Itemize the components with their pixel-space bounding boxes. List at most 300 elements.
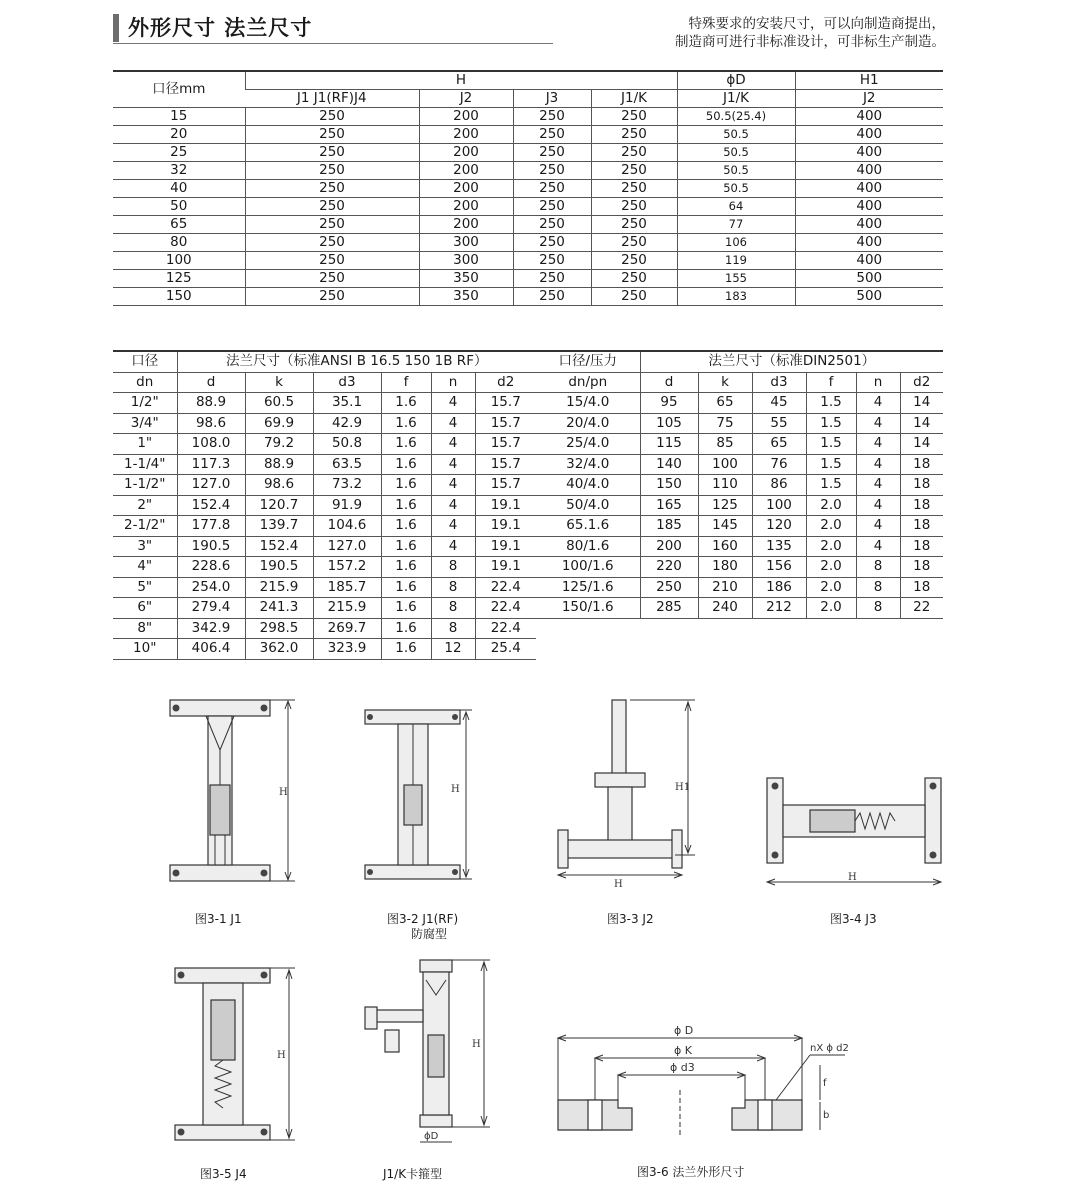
- table-cell: 250: [591, 144, 677, 162]
- table-cell: 200: [419, 162, 513, 180]
- table-cell: 100/1.6: [536, 557, 640, 578]
- table-cell: 105: [640, 413, 698, 434]
- table-cell: 50.5: [677, 126, 795, 144]
- table-row: [113, 557, 536, 578]
- table-cell: 1.6: [381, 639, 431, 660]
- table-cell: 150: [113, 288, 245, 306]
- table-cell: 1.6: [381, 495, 431, 516]
- table-cell: 2.0: [806, 516, 856, 537]
- table-cell: 200: [419, 108, 513, 126]
- ansi-subheader-d3: d3: [313, 372, 381, 393]
- header-caliber: 口径mm: [113, 71, 245, 108]
- table-cell: 4: [431, 434, 475, 455]
- table-row: [113, 536, 536, 557]
- subheader-j3: J3: [513, 90, 591, 108]
- table-cell: 157.2: [313, 557, 381, 578]
- table-cell: 18: [900, 577, 943, 598]
- table-cell: 150: [640, 475, 698, 496]
- table-cell: 50.5: [677, 162, 795, 180]
- table-cell: 65.1.6: [536, 516, 640, 537]
- table-cell: 250: [513, 198, 591, 216]
- figure-3-2-j1rf-drawing: [360, 700, 475, 890]
- caption-figure-3-5: 图3-5 J4: [200, 1167, 247, 1181]
- table-cell: 250: [245, 162, 419, 180]
- table-cell: 183: [677, 288, 795, 306]
- table-cell: 250: [591, 126, 677, 144]
- din-subheader-k: k: [698, 372, 752, 393]
- din-subheader-d: d: [640, 372, 698, 393]
- header-note-line-2: 制造商可进行非标准设计，可非标生产制造。: [675, 34, 945, 50]
- table-cell: 100: [113, 252, 245, 270]
- din-subheader-d2: d2: [900, 372, 943, 393]
- table-cell: 86: [752, 475, 806, 496]
- table-cell: 139.7: [245, 516, 313, 537]
- table-cell: 350: [419, 270, 513, 288]
- table-cell: 4: [856, 393, 900, 414]
- table-cell: 15: [113, 108, 245, 126]
- table-cell: 22.4: [475, 598, 536, 619]
- table-cell: 250: [513, 126, 591, 144]
- table-cell: 200: [419, 198, 513, 216]
- figure-3-5-j4-drawing: [165, 960, 300, 1150]
- table-row: [113, 577, 536, 598]
- table-row: [536, 454, 943, 475]
- table-row: [113, 434, 536, 455]
- table-cell: 18: [900, 516, 943, 537]
- fig-3-4-h-label: H: [848, 872, 857, 883]
- table-cell: 400: [795, 126, 943, 144]
- fig-3-2-h-label: H: [451, 784, 460, 795]
- table-cell: 250: [245, 144, 419, 162]
- ansi-subheader-d2: d2: [475, 372, 536, 393]
- table-cell: 3/4": [113, 413, 177, 434]
- table-cell: 1.6: [381, 434, 431, 455]
- table-cell: 125: [113, 270, 245, 288]
- table-cell: 250: [245, 216, 419, 234]
- table-cell: 60.5: [245, 393, 313, 414]
- figure-j1k-clamp-drawing: [360, 955, 495, 1155]
- caption-figure-3-6: 图3-6 法兰外形尺寸: [637, 1165, 745, 1179]
- table-row: [536, 495, 943, 516]
- table-cell: 100: [752, 495, 806, 516]
- table-cell: 185.7: [313, 577, 381, 598]
- din-flange-table: [536, 350, 943, 619]
- fig-3-1-h-label: H: [279, 787, 288, 798]
- table-cell: 76: [752, 454, 806, 475]
- table-cell: 250: [591, 216, 677, 234]
- table-row: [113, 495, 536, 516]
- table-cell: 200: [419, 144, 513, 162]
- table-cell: 250: [591, 252, 677, 270]
- table-cell: 18: [900, 454, 943, 475]
- table-cell: 400: [795, 108, 943, 126]
- table-cell: 25.4: [475, 639, 536, 660]
- table-cell: 250: [513, 144, 591, 162]
- table-cell: 20: [113, 126, 245, 144]
- table-cell: 250: [513, 288, 591, 306]
- table-cell: 22.4: [475, 577, 536, 598]
- table-cell: 200: [419, 180, 513, 198]
- table-cell: 323.9: [313, 639, 381, 660]
- table-cell: 350: [419, 288, 513, 306]
- table-cell: 400: [795, 180, 943, 198]
- table-cell: 6": [113, 598, 177, 619]
- table-cell: 50.5: [677, 144, 795, 162]
- table-cell: 15.7: [475, 393, 536, 414]
- table-cell: 55: [752, 413, 806, 434]
- table-cell: 279.4: [177, 598, 245, 619]
- table-cell: 1.5: [806, 393, 856, 414]
- table-cell: 406.4: [177, 639, 245, 660]
- table-cell: 127.0: [313, 536, 381, 557]
- table-cell: 250: [245, 126, 419, 144]
- table-cell: 22.4: [475, 618, 536, 639]
- table-cell: 250: [591, 162, 677, 180]
- table-cell: 250: [245, 108, 419, 126]
- table-cell: 80: [113, 234, 245, 252]
- table-cell: 8: [856, 577, 900, 598]
- table-cell: 15.7: [475, 475, 536, 496]
- table-cell: 98.6: [245, 475, 313, 496]
- table-row: [536, 393, 943, 414]
- table-cell: 250: [513, 180, 591, 198]
- table-cell: 120: [752, 516, 806, 537]
- table-row: [113, 639, 536, 660]
- ansi-header-flange: 法兰尺寸（标准ANSI B 16.5 150 1B RF）: [177, 351, 536, 372]
- table-cell: 15.7: [475, 434, 536, 455]
- table-cell: 32/4.0: [536, 454, 640, 475]
- table-row: [536, 516, 943, 537]
- table-cell: 2": [113, 495, 177, 516]
- table-cell: 125: [698, 495, 752, 516]
- table-cell: 240: [698, 598, 752, 619]
- table-cell: 15/4.0: [536, 393, 640, 414]
- table-cell: 45: [752, 393, 806, 414]
- table-cell: 2.0: [806, 495, 856, 516]
- table-cell: 342.9: [177, 618, 245, 639]
- table-cell: 1.6: [381, 454, 431, 475]
- table-cell: 4: [856, 434, 900, 455]
- table-cell: 120.7: [245, 495, 313, 516]
- table-cell: 4: [856, 536, 900, 557]
- table-cell: 25: [113, 144, 245, 162]
- table-row: [536, 577, 943, 598]
- table-cell: 250: [245, 252, 419, 270]
- table-cell: 4: [856, 454, 900, 475]
- table-cell: 160: [698, 536, 752, 557]
- table-row: [113, 288, 943, 306]
- table-cell: 177.8: [177, 516, 245, 537]
- table-cell: 42.9: [313, 413, 381, 434]
- din-subheader-dnpn: dn/pn: [536, 372, 640, 393]
- table-cell: 50/4.0: [536, 495, 640, 516]
- table-cell: 1.5: [806, 413, 856, 434]
- table-cell: 400: [795, 144, 943, 162]
- table-cell: 1.6: [381, 618, 431, 639]
- table-cell: 19.1: [475, 536, 536, 557]
- table-cell: 4: [856, 516, 900, 537]
- fig-j1k-phid-label: ϕD: [424, 1131, 439, 1142]
- table-row: [113, 516, 536, 537]
- table-cell: 180: [698, 557, 752, 578]
- table-cell: 215.9: [245, 577, 313, 598]
- table-row: [113, 108, 943, 126]
- figure-3-4-j3-drawing: [755, 770, 955, 895]
- table-cell: 4": [113, 557, 177, 578]
- table-cell: 250: [245, 234, 419, 252]
- figure-3-3-j2-drawing: [550, 695, 700, 895]
- table-cell: 32: [113, 162, 245, 180]
- table-cell: 125/1.6: [536, 577, 640, 598]
- subheader-phid-j1k: J1/K: [677, 90, 795, 108]
- table-cell: 20/4.0: [536, 413, 640, 434]
- table-row: [536, 413, 943, 434]
- table-row: [113, 454, 536, 475]
- table-cell: 400: [795, 198, 943, 216]
- table-cell: 4: [431, 413, 475, 434]
- table-row: [113, 475, 536, 496]
- dimension-table-body: [113, 108, 943, 306]
- table-cell: 18: [900, 536, 943, 557]
- table-cell: 1.6: [381, 598, 431, 619]
- table-cell: 4: [856, 475, 900, 496]
- table-cell: 200: [419, 126, 513, 144]
- table-cell: 98.6: [177, 413, 245, 434]
- table-row: [536, 557, 943, 578]
- table-cell: 1.6: [381, 557, 431, 578]
- table-cell: 155: [677, 270, 795, 288]
- caption-j1k-clamp: J1/K卡箍型: [383, 1167, 443, 1181]
- table-cell: 220: [640, 557, 698, 578]
- table-cell: 1.6: [381, 393, 431, 414]
- caption-figure-3-1: 图3-1 J1: [195, 912, 242, 926]
- table-row: [113, 216, 943, 234]
- table-cell: 64: [677, 198, 795, 216]
- ansi-subheader-d: d: [177, 372, 245, 393]
- table-cell: 2.0: [806, 577, 856, 598]
- subheader-h1-j2: J2: [795, 90, 943, 108]
- table-cell: 115: [640, 434, 698, 455]
- table-cell: 1.6: [381, 577, 431, 598]
- header-h1: H1: [795, 71, 943, 90]
- table-cell: 156: [752, 557, 806, 578]
- table-row: [113, 126, 943, 144]
- table-cell: 127.0: [177, 475, 245, 496]
- ansi-flange-table-body: [113, 393, 536, 660]
- table-cell: 241.3: [245, 598, 313, 619]
- table-cell: 500: [795, 288, 943, 306]
- table-cell: 3": [113, 536, 177, 557]
- table-cell: 14: [900, 393, 943, 414]
- table-cell: 65: [752, 434, 806, 455]
- table-cell: 91.9: [313, 495, 381, 516]
- table-cell: 104.6: [313, 516, 381, 537]
- table-cell: 77: [677, 216, 795, 234]
- table-cell: 18: [900, 495, 943, 516]
- table-cell: 362.0: [245, 639, 313, 660]
- table-cell: 4: [431, 516, 475, 537]
- caption-figure-3-2: 图3-2 J1(RF): [387, 912, 459, 926]
- subheader-j1: J1 J1(RF)J4: [245, 90, 419, 108]
- fig-3-5-h-label: H: [277, 1050, 286, 1061]
- din-header-caliber: 口径/压力: [536, 351, 640, 372]
- table-cell: 200: [640, 536, 698, 557]
- table-cell: 10": [113, 639, 177, 660]
- table-cell: 1-1/4": [113, 454, 177, 475]
- fig-3-6-phid3-label: ϕ d3: [670, 1061, 695, 1074]
- table-row: [536, 536, 943, 557]
- fig-3-6-phik-label: ϕ K: [674, 1044, 692, 1057]
- table-cell: 1.5: [806, 475, 856, 496]
- table-row: [113, 270, 943, 288]
- table-cell: 1.6: [381, 516, 431, 537]
- subheader-j1k: J1/K: [591, 90, 677, 108]
- table-cell: 400: [795, 252, 943, 270]
- table-cell: 285: [640, 598, 698, 619]
- table-cell: 40/4.0: [536, 475, 640, 496]
- subheader-j2: J2: [419, 90, 513, 108]
- table-cell: 200: [419, 216, 513, 234]
- table-cell: 1.5: [806, 434, 856, 455]
- table-cell: 228.6: [177, 557, 245, 578]
- table-cell: 250: [513, 252, 591, 270]
- table-cell: 110: [698, 475, 752, 496]
- table-cell: 117.3: [177, 454, 245, 475]
- table-cell: 1.6: [381, 475, 431, 496]
- header-note: [615, 15, 945, 51]
- table-cell: 2.0: [806, 598, 856, 619]
- table-row: [536, 434, 943, 455]
- table-cell: 250: [245, 288, 419, 306]
- table-cell: 250: [591, 270, 677, 288]
- table-cell: 73.2: [313, 475, 381, 496]
- table-cell: 254.0: [177, 577, 245, 598]
- table-row: [113, 618, 536, 639]
- table-cell: 4: [431, 536, 475, 557]
- table-cell: 152.4: [177, 495, 245, 516]
- table-cell: 2.0: [806, 536, 856, 557]
- table-cell: 190.5: [177, 536, 245, 557]
- table-row: [113, 198, 943, 216]
- table-cell: 250: [513, 162, 591, 180]
- table-cell: 50.5(25.4): [677, 108, 795, 126]
- table-cell: 100: [698, 454, 752, 475]
- title-accent-bar: [113, 14, 119, 42]
- table-cell: 298.5: [245, 618, 313, 639]
- table-row: [536, 598, 943, 619]
- table-cell: 5": [113, 577, 177, 598]
- fig-3-6-nd2-label: nX ϕ d2: [810, 1043, 849, 1054]
- table-row: [536, 475, 943, 496]
- table-cell: 35.1: [313, 393, 381, 414]
- table-cell: 500: [795, 270, 943, 288]
- din-subheader-n: n: [856, 372, 900, 393]
- ansi-subheader-k: k: [245, 372, 313, 393]
- table-cell: 400: [795, 216, 943, 234]
- table-cell: 400: [795, 162, 943, 180]
- title-underline: [113, 43, 553, 44]
- table-cell: 19.1: [475, 557, 536, 578]
- fig-3-6-phid-label: ϕ D: [674, 1024, 694, 1037]
- table-cell: 215.9: [313, 598, 381, 619]
- table-cell: 1.6: [381, 413, 431, 434]
- table-cell: 80/1.6: [536, 536, 640, 557]
- figure-3-1-j1-drawing: [160, 695, 300, 890]
- table-cell: 190.5: [245, 557, 313, 578]
- table-cell: 4: [856, 495, 900, 516]
- table-cell: 269.7: [313, 618, 381, 639]
- table-cell: 65: [698, 393, 752, 414]
- table-cell: 250: [245, 180, 419, 198]
- ansi-subheader-dn: dn: [113, 372, 177, 393]
- table-row: [113, 180, 943, 198]
- table-cell: 95: [640, 393, 698, 414]
- table-cell: 18: [900, 557, 943, 578]
- table-cell: 15.7: [475, 454, 536, 475]
- table-cell: 119: [677, 252, 795, 270]
- table-row: [113, 393, 536, 414]
- fig-3-3-h-label: H: [614, 879, 623, 890]
- table-cell: 250: [245, 198, 419, 216]
- din-subheader-d3: d3: [752, 372, 806, 393]
- table-cell: 152.4: [245, 536, 313, 557]
- table-cell: 63.5: [313, 454, 381, 475]
- table-cell: 250: [245, 270, 419, 288]
- table-cell: 212: [752, 598, 806, 619]
- caption-figure-3-2-subtitle: 防腐型: [411, 927, 448, 941]
- table-cell: 1.6: [381, 536, 431, 557]
- table-cell: 106: [677, 234, 795, 252]
- table-row: [113, 234, 943, 252]
- table-cell: 1/2": [113, 393, 177, 414]
- table-row: [113, 162, 943, 180]
- ansi-flange-table: [113, 350, 536, 660]
- table-cell: 50.5: [677, 180, 795, 198]
- table-cell: 2-1/2": [113, 516, 177, 537]
- table-cell: 1": [113, 434, 177, 455]
- table-cell: 12: [431, 639, 475, 660]
- table-cell: 69.9: [245, 413, 313, 434]
- table-cell: 8: [431, 618, 475, 639]
- table-cell: 88.9: [245, 454, 313, 475]
- table-cell: 14: [900, 434, 943, 455]
- table-cell: 400: [795, 234, 943, 252]
- table-cell: 250: [513, 270, 591, 288]
- table-cell: 15.7: [475, 413, 536, 434]
- table-cell: 150/1.6: [536, 598, 640, 619]
- table-cell: 8: [431, 598, 475, 619]
- table-cell: 75: [698, 413, 752, 434]
- table-cell: 4: [431, 495, 475, 516]
- table-cell: 2.0: [806, 557, 856, 578]
- table-cell: 108.0: [177, 434, 245, 455]
- table-cell: 8: [856, 557, 900, 578]
- page-title: 外形尺寸 法兰尺寸: [128, 16, 313, 40]
- table-cell: 300: [419, 234, 513, 252]
- table-cell: 79.2: [245, 434, 313, 455]
- table-cell: 88.9: [177, 393, 245, 414]
- table-cell: 8: [431, 577, 475, 598]
- table-cell: 85: [698, 434, 752, 455]
- table-cell: 300: [419, 252, 513, 270]
- table-cell: 250: [591, 234, 677, 252]
- table-cell: 140: [640, 454, 698, 475]
- table-cell: 4: [431, 454, 475, 475]
- caption-figure-3-3: 图3-3 J2: [607, 912, 654, 926]
- table-cell: 25/4.0: [536, 434, 640, 455]
- fig-j1k-h-label: H: [472, 1039, 481, 1050]
- header-note-line-1: 特殊要求的安装尺寸，可以向制造商提出，: [688, 16, 945, 32]
